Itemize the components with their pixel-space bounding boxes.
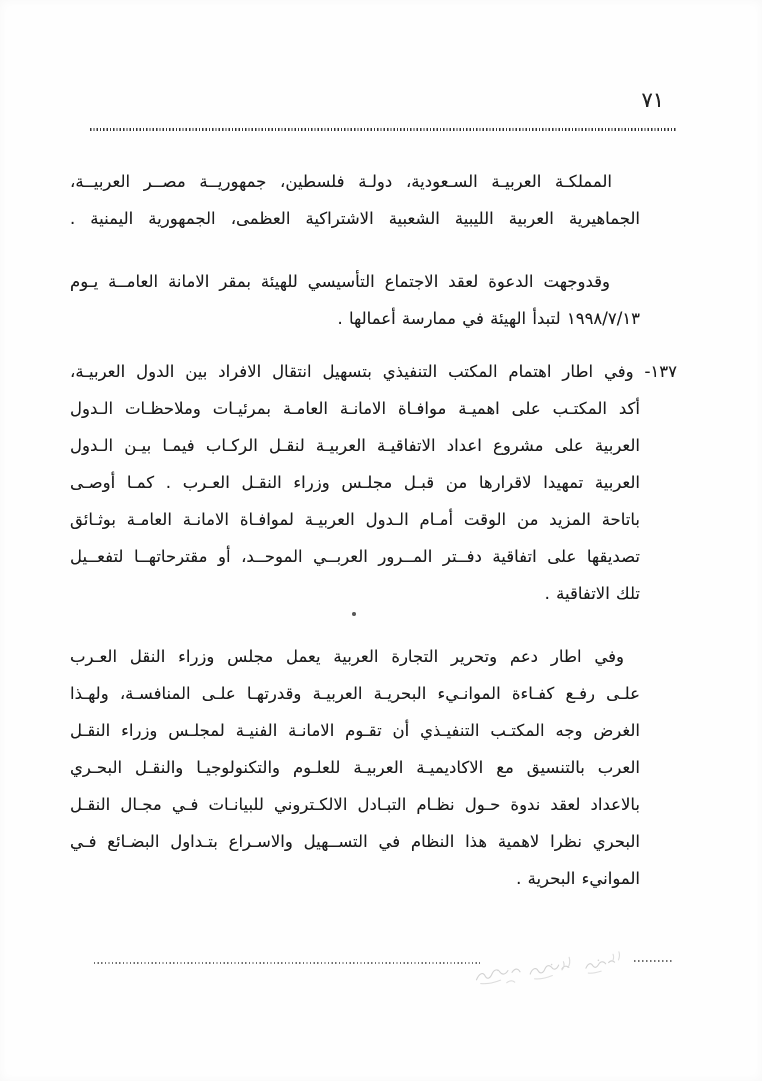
text-line: العرب بالتنسيق مع الاكاديميـة العربيـة للعلـوم والتكنولوجيـا والنقـل البحـري bbox=[70, 758, 640, 777]
header-divider-dotted bbox=[90, 128, 677, 131]
text-line: ١٣٧- وفي اطار اهتمام المكتب التنفيذي بتسهيل انتقال الافراد بين الدول العربيـة، bbox=[70, 362, 677, 381]
footer-divider-dotted bbox=[94, 962, 480, 964]
paragraph-trade-support bbox=[70, 638, 640, 897]
paragraph-member-states bbox=[70, 163, 640, 237]
text-line: علـى رفـع كفـاءة الموانـيء البحريـة العربيـة وقدرتهـا علـى المنافسـة، ولهـذا bbox=[70, 684, 640, 703]
paragraph-founding-meeting bbox=[70, 263, 640, 337]
footer-divider-short-dotted bbox=[634, 960, 674, 962]
text-line: المملكـة العربيـة السـعودية، دولـة فلسطين، جمهوريــة مصــر العربيــة، bbox=[70, 172, 612, 191]
paragraph-item-137 bbox=[70, 353, 677, 612]
text-line: أكد المكتـب على اهميـة موافـاة الامانـة العامـة بمرئيـات وملاحظـات الـدول bbox=[70, 399, 640, 418]
text-line: تصديقها على اتفاقية دفــتر المــرور العربــي الموحــد، أو مقترحاتهــا لتفعــيل bbox=[70, 547, 640, 566]
text-line: ١٩٩٨/٧/١٣ لتبدأ الهيئة في ممارسة أعمالها . bbox=[337, 309, 640, 328]
text-line: وقدوجهت الدعوة لعقد الاجتماع التأسيسي للهيئة بمقر الامانة العامــة يـوم bbox=[70, 272, 610, 291]
page-number: ٧١ bbox=[641, 88, 664, 112]
footer-handwriting-stamp bbox=[468, 930, 653, 990]
text-line: الغرض وجه المكتـب التنفيـذي أن تقـوم الامانـة الفنيـة لمجلـس وزراء النقـل bbox=[70, 721, 640, 740]
document-body bbox=[70, 163, 677, 897]
text-line: الجماهيرية العربية الليبية الشعبية الاشتراكية العظمى، الجمهورية اليمنية . bbox=[70, 209, 640, 228]
text-line: بالاعداد لعقد ندوة حـول نظـام التبـادل الالكـتروني للبيانـات فـي مجـال النقـل bbox=[70, 795, 640, 814]
text-line: وفي اطار دعم وتحرير التجارة العربية يعمل مجلس وزراء النقل العـرب bbox=[70, 647, 624, 666]
text-line: تلك الاتفاقية . bbox=[544, 584, 640, 603]
text-line: العربية تمهيدا لاقرارها من قبـل مجلـس وزراء النقـل العـرب . كمـا أوصـى bbox=[70, 473, 640, 492]
text-line: البحري نظرا لاهمية هذا النظام في التســهيل والاسـراع بتـداول البضـائع فـي bbox=[70, 832, 640, 851]
ink-dot-mark bbox=[352, 612, 356, 616]
text-line: الموانيء البحرية . bbox=[516, 869, 640, 888]
text-line: باتاحة المزيد من الوقت أمـام الـدول العربيـة لموافـاة الامانـة العامـة بوثـائق bbox=[70, 510, 640, 529]
text-line: العربية على مشروع اعداد الاتفاقيـة العربيـة لنقـل الركـاب فيمـا بيـن الـدول bbox=[70, 436, 640, 455]
